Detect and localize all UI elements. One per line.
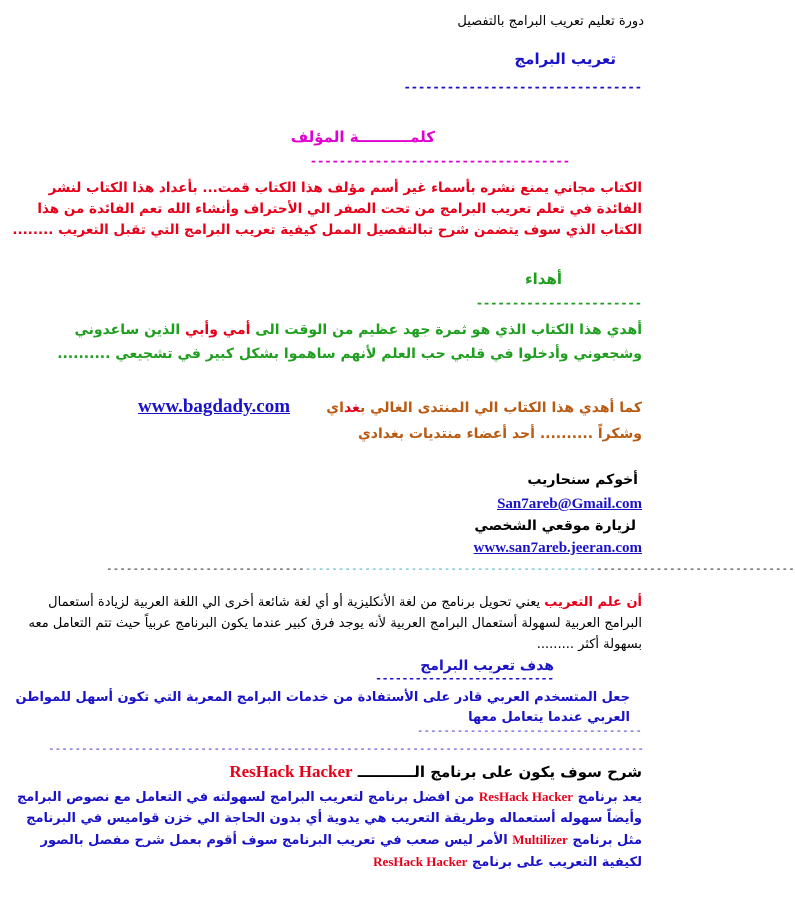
course-title: دورة تعليم تعريب البرامج بالتفصيل xyxy=(457,14,644,29)
what-is-body xyxy=(8,592,642,655)
goal-underline: --------------------------- xyxy=(375,672,554,685)
page-title: تعريب البرامج xyxy=(514,50,616,68)
divider-part-c: ------------------------------ xyxy=(596,562,795,575)
goal-divider: ---------------------------------- xyxy=(416,724,642,737)
thanks-line: وشكراً .......... أحد أعضاء منتديات بغدادي xyxy=(357,426,642,442)
section-divider xyxy=(106,562,795,576)
visit-label: لزيارة موقعي الشخصي xyxy=(474,518,636,534)
reshack-p1-name: ResHack Hacker xyxy=(478,789,574,804)
goal-body: جعل المتسخدم العربي قادر على الأستفادة من خدمات البرامج المعربة التي تكون أسهل للمواطن العربي عندما يتعامل معها xyxy=(15,690,630,725)
reshack-heading-lead: شرح سوف يكون على برنامج الـــــــــــ xyxy=(352,763,642,781)
reshack-body xyxy=(8,786,642,873)
author-word-heading: كلمــــــــــة المؤلف xyxy=(290,128,435,146)
dedication-body xyxy=(8,318,642,366)
what-is-label: أن علم التعريب xyxy=(544,595,642,610)
reshack-divider: ------------------------------------------------------------------------------------------ xyxy=(47,742,644,755)
signature-name: أخوكم سنحاريب xyxy=(527,472,638,488)
divider-part-a: ------------------------------ xyxy=(106,562,305,575)
forum-link[interactable]: www.bagdady.com xyxy=(138,396,291,417)
forum-tail: اي xyxy=(326,400,344,416)
reshack-p1-multilizer: Multilizer xyxy=(512,832,568,847)
forum-gh: غد xyxy=(343,400,360,416)
reshack-heading xyxy=(8,762,642,782)
author-word-underline: ------------------------------------ xyxy=(309,154,570,168)
site-link[interactable]: www.san7areb.jeeran.com xyxy=(473,540,642,556)
reshack-p1-lead: يعد برنامج xyxy=(573,790,642,805)
author-word-body: الكتاب مجاني يمنع نشره بأسماء غير أسم مؤلف هذا الكتاب قمت... بأعداد هذا الكتاب لنشر الفائدة في تعلم تعريب البرامج من تحت الصفر الي الأحتراف وأنشاء الله تعم الفائدة من هذا الكتاب الذي سوف يتضمن شرح تبالتفصيل الممل كيفية تعريب البرامج التي تقبل التعريب ........ xyxy=(12,180,642,238)
dedication-rest: الذين ساعدوني وشجعوني وأدخلوا في قلبي حب العلم لأنهم ساهموا بشكل كبير في تشجيعي .......... xyxy=(57,322,642,362)
reshack-heading-name: ResHack Hacker xyxy=(229,762,353,781)
goal-heading: هدف تعريب البرامج xyxy=(420,658,554,674)
reshack-p1-name2: ResHack Hacker xyxy=(373,854,468,869)
divider-part-b: -------------------------------------------- xyxy=(304,562,597,575)
forum-lead: كما أهدي هذا الكتاب الي المنتدى الغالي ب xyxy=(359,400,642,416)
dedication-underline: ----------------------- xyxy=(475,296,642,310)
email-link[interactable]: San7areb@Gmail.com xyxy=(497,496,642,512)
title-underline: --------------------------------- xyxy=(403,80,642,94)
reshack-p1-rest: من افضل برنامج لتعريب البرامج لسهولته في التعامل مع نصوص البرامج وأيضاً سهوله أستعماله وطريقة التعريب هي يدوية أي بدون الحاجة الي خزن قواميس في البرنامج مثل برنامج xyxy=(16,790,642,848)
forum-dedication xyxy=(326,400,642,416)
reshack-p1-rest2: الأمر ليس صعب في تعريب البرنامج سوف أقوم بعمل شرح مفصل بالصور لكيفية التعريب على برنامج xyxy=(40,833,642,870)
what-is-text: يعني تحويل برنامج من لغة الأنكليزية أو أي لغة شائعة أخرى الي اللغة العربية لزيادة أستعمال البرامج العربية لسهولة أستعمال البرامج العربية لأنه يوجد فرق كبير عندما يكون البرنامج عربياً حيث تتم التعامل معه بسهولة أكثر ......... xyxy=(28,595,642,652)
dedication-parents: أمي وأبي xyxy=(185,322,251,338)
dedication-heading: أهداء xyxy=(524,270,562,288)
dedication-lead: أهدي هذا الكتاب الذي هو ثمرة جهد عظيم من الوقت الى xyxy=(250,322,642,338)
